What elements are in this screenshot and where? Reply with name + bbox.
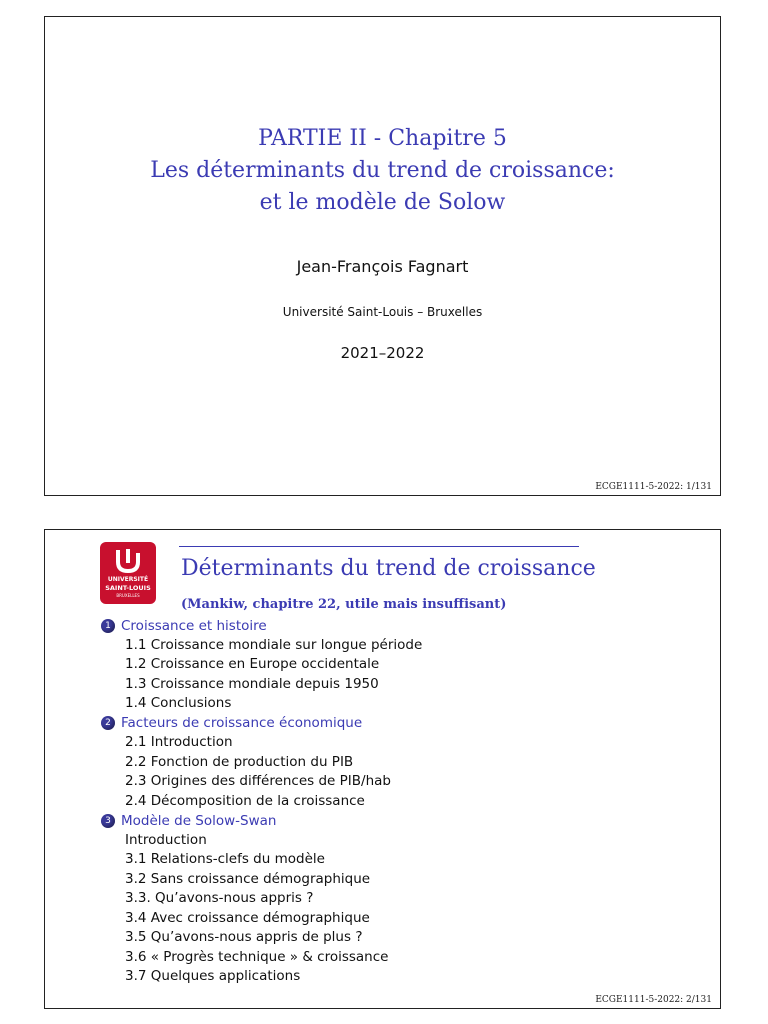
table-of-contents (101, 616, 701, 987)
section-number-badge: 3 (101, 814, 115, 828)
section-label: Croissance et histoire (121, 617, 267, 634)
toc-subsection[interactable]: 3.1 Relations-clefs du modèle (125, 851, 325, 867)
slide-subtitle: (Mankiw, chapitre 22, utile mais insuffisant) (181, 597, 507, 612)
logo-text-line2: SAINT-LOUIS (105, 584, 151, 592)
outline-slide (44, 529, 721, 1009)
slide-title: Déterminants du trend de croissance (181, 556, 596, 581)
toc-section[interactable] (101, 714, 701, 734)
toc-subsection[interactable]: 3.3. Qu’avons-nous appris ? (125, 890, 314, 906)
toc-subsection[interactable]: 2.3 Origines des différences de PIB/hab (125, 773, 391, 789)
logo-u-icon (113, 548, 143, 574)
slide-title (45, 123, 720, 219)
toc-subsection[interactable]: 2.4 Décomposition de la croissance (125, 792, 365, 809)
section-label: Facteurs de croissance économique (121, 715, 363, 732)
toc-section[interactable] (101, 616, 701, 636)
section-number-badge: 1 (101, 619, 115, 633)
section-number-badge: 2 (101, 716, 115, 730)
section-label: Modèle de Solow-Swan (121, 812, 277, 829)
logo-text-line3: BRUXELLES (116, 593, 140, 598)
title-rule (179, 546, 579, 547)
toc-subsection[interactable]: 1.1 Croissance mondiale sur longue période (125, 636, 423, 653)
toc-subsection[interactable]: 3.6 « Progrès technique » & croissance (125, 948, 389, 965)
slide-footer: ECGE1111-5-2022: 1/131 (595, 482, 712, 492)
toc-subsection[interactable]: 3.4 Avec croissance démographique (125, 909, 370, 926)
logo-text-line1: UNIVERSITÉ (107, 576, 149, 583)
title-line-2: Les déterminants du trend de croissance: (150, 158, 615, 183)
slide-footer: ECGE1111-5-2022: 2/131 (595, 995, 712, 1005)
academic-year: 2021–2022 (340, 344, 425, 362)
title-line-3: et le modèle de Solow (259, 190, 506, 215)
university-logo (100, 542, 156, 604)
title-slide (44, 16, 721, 496)
title-line-1: PARTIE II - Chapitre 5 (258, 126, 507, 151)
toc-subsection[interactable]: 1.4 Conclusions (125, 695, 232, 711)
toc-subsection[interactable]: Introduction (125, 831, 207, 848)
toc-subsection[interactable]: 1.2 Croissance en Europe occidentale (125, 656, 380, 672)
toc-subsection[interactable]: 2.2 Fonction de production du PIB (125, 753, 354, 770)
toc-subsection[interactable]: 3.2 Sans croissance démographique (125, 870, 371, 887)
toc-subsection[interactable]: 2.1 Introduction (125, 734, 233, 750)
toc-subsection[interactable]: 3.5 Qu’avons-nous appris de plus ? (125, 929, 363, 945)
toc-section[interactable] (101, 811, 701, 831)
author-name: Jean-François Fagnart (296, 257, 469, 276)
toc-subsection[interactable]: 3.7 Quelques applications (125, 968, 301, 984)
institution: Université Saint-Louis – Bruxelles (282, 305, 483, 319)
toc-subsection[interactable]: 1.3 Croissance mondiale depuis 1950 (125, 675, 379, 692)
